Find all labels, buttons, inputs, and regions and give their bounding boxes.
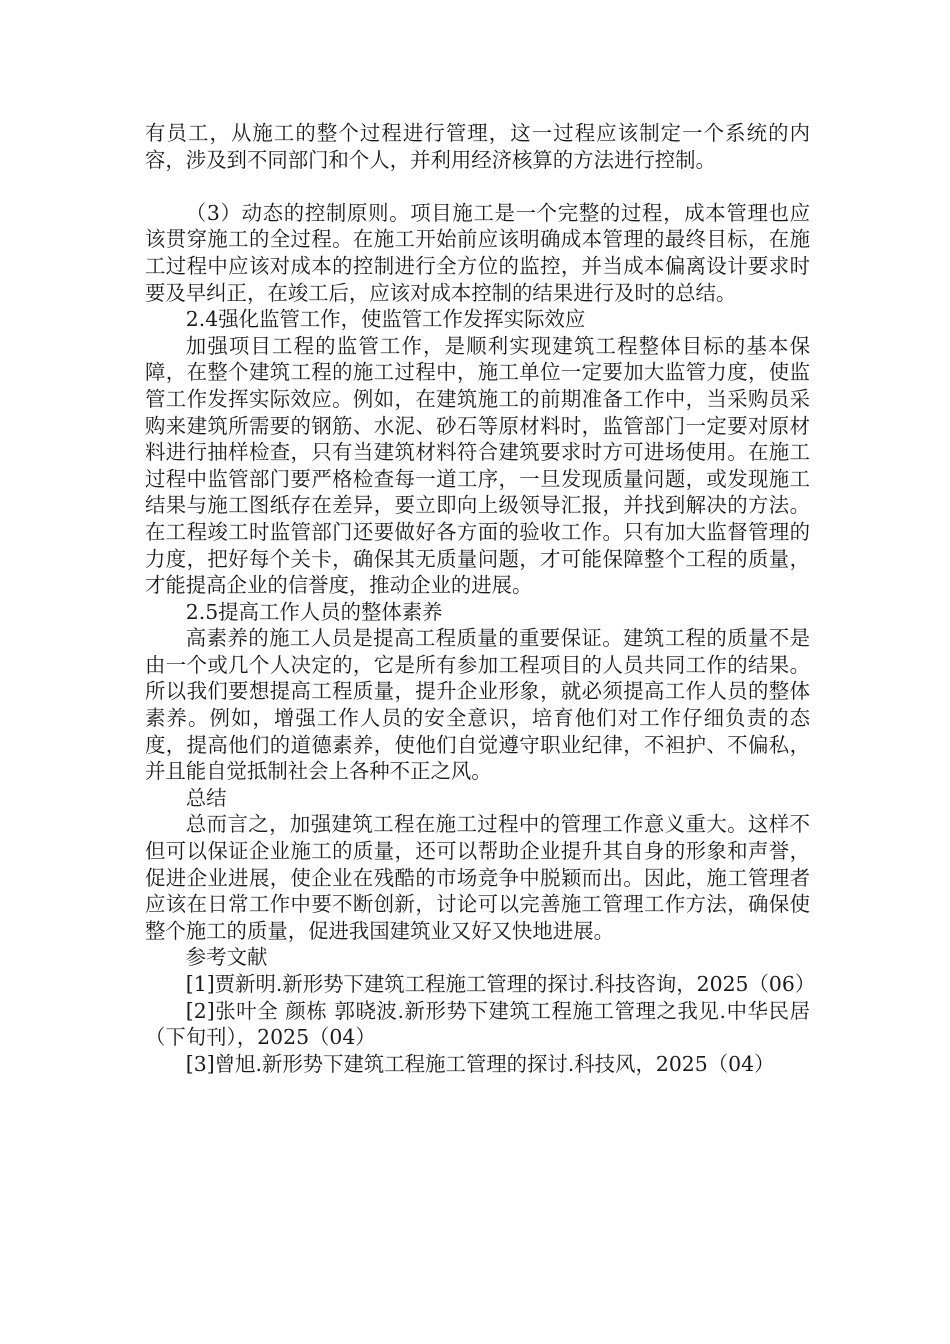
section-heading-2-5: 2.5提高工作人员的整体素养 <box>185 599 443 624</box>
paragraph-summary: 总而言之，加强建筑工程在施工过程中的管理工作意义重大。这样不但可以保证企业施工的质量，还可以帮助企业提升其自身的形象和声誉，促进企业进展，使企业在残酷的市场竞争中脱颖而出。因此，施工管理者应该在日常工作中要不断创新，讨论可以完善施工管理工作方法，确保使整个施工的质量，促进我国建筑业又好又快地进展。 <box>145 812 810 943</box>
section-heading-references: 参考文献 <box>185 945 268 970</box>
paragraph-continuation: 有员工，从施工的整个过程进行管理，这一过程应该制定一个系统的内容，涉及到不同部门和个人，并利用经济核算的方法进行控制。 <box>145 121 810 172</box>
document-body <box>145 120 816 1077</box>
reference-item-1: [1]贾新明.新形势下建筑工程施工管理的探讨.科技咨询，2025（06） <box>185 972 816 996</box>
reference-item-3: [3]曾旭.新形势下建筑工程施工管理的探讨.科技风，2025（04） <box>185 1051 775 1076</box>
reference-item-2: [2]张叶全 颜栋 郭晓波.新形势下建筑工程施工管理之我见.中华民居（下旬刊），2025（04） <box>145 998 810 1050</box>
section-heading-summary: 总结 <box>185 785 227 810</box>
paragraph-staff-quality: 高素养的施工人员是提高工程质量的重要保证。建筑工程的质量不是由一个或几个人决定的，它是所有参加工程项目的人员共同工作的结果。所以我们要想提高工程质量，提升企业形象，就必须提高工作人员的整体素养。例如，增强工作人员的安全意识，培育他们对工作仔细负责的态度，提高他们的道德素养，使他们自觉遵守职业纪律，不袒护、不偏私，并且能自觉抵制社会上各种不正之风。 <box>145 626 810 784</box>
section-heading-2-4: 2.4强化监管工作，使监管工作发挥实际效应 <box>185 307 586 332</box>
paragraph-dynamic-control: （3）动态的控制原则。项目施工是一个完整的过程，成本管理也应该贯穿施工的全过程。在施工开始前应该明确成本管理的最终目标，在施工过程中应该对成本的控制进行全方位的监控，并当成本偏离设计要求时要及早纠正，在竣工后，应该对成本控制的结果进行及时的总结。 <box>145 200 810 305</box>
paragraph-supervision: 加强项目工程的监管工作，是顺利实现建筑工程整体目标的基本保障，在整个建筑工程的施工过程中，施工单位一定要加大监管力度，使监管工作发挥实际效应。例如，在建筑施工的前期准备工作中，当采购员采购来建筑所需要的钢筋、水泥、砂石等原材料时，监管部门一定要对原材料进行抽样检查，只有当建筑材料符合建筑要求时方可进场使用。在施工过程中监管部门要严格检查每一道工序，一旦发现质量问题，或发现施工结果与施工图纸存在差异，要立即向上级领导汇报，并找到解决的方法。在工程竣工时监管部门还要做好各方面的验收工作。只有加大监督管理的力度，把好每个关卡，确保其无质量问题，才可能保障整个工程的质量，才能提高企业的信誉度，推动企业的进展。 <box>145 333 810 598</box>
